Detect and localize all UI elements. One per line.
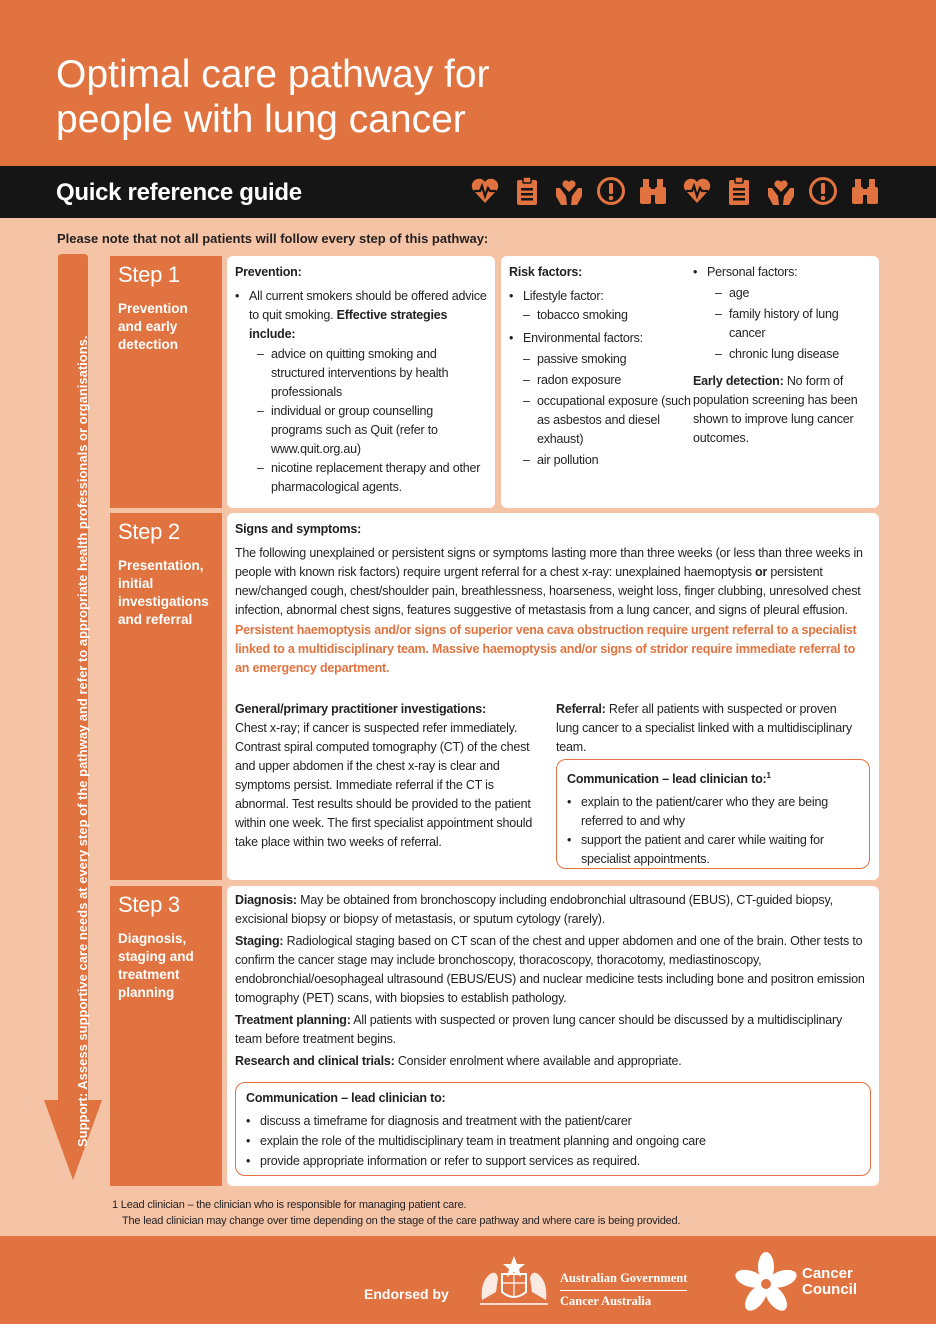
signs-text-part: The following unexplained or persistent signs or symptoms lasting more than three weeks (or less than three weeks in people with known risk factors) require urgent referral for a chest x-ray: unexplained haemoptysis (235, 546, 863, 579)
staging (235, 932, 871, 1008)
early-detection-heading: Early detection: (693, 374, 784, 388)
checklist-icon (514, 176, 540, 206)
research-text: Consider enrolment where available and appropriate. (394, 1054, 682, 1068)
list-item: – advice on quitting smoking and structured interventions by health professionals (257, 345, 487, 402)
step-1-prevention-panel (227, 256, 495, 508)
endorsed-by: Endorsed by (364, 1286, 449, 1302)
govt-line-2: Cancer Australia (560, 1294, 652, 1308)
step-2-number: Step 2 (118, 519, 180, 544)
gp-investigations (235, 700, 550, 852)
alert-icon (808, 176, 838, 206)
cancer-council-daisy-icon (730, 1246, 802, 1318)
personal-label: Personal factors: (707, 265, 798, 279)
staging-text: Radiological staging based on CT scan of the chest and upper abdomen and one of the brain. Other tests to confirm the cancer stage may include bronchoscopy, thoracoscopy, thoracotomy, mediastinoscopy, endobronchial/oesophageal ultrasound (EBUS/EUS) and nuclear medicine tests including bone and positron emission tomography (PET) scans, with biopsies to establish pathology. (235, 934, 865, 1005)
pathway-note: Please note that not all patients will follow every step of this pathway: (57, 231, 489, 246)
communication-heading (567, 766, 859, 789)
diagnosis (235, 891, 871, 929)
list-item: • discuss a timeframe for diagnosis and treatment with the patient/carer (246, 1111, 860, 1131)
list-item: – passive smoking (523, 350, 695, 369)
diagnosis-text: May be obtained from bronchoscopy including endobronchial ultrasound (EBUS), CT-guided biopsy, excisional biopsy or biopsy of metastasis, or sputum cytology (rarely). (235, 893, 833, 926)
research (235, 1052, 871, 1071)
list-item (509, 329, 695, 470)
step-2-subtitle-line: investigations (118, 594, 209, 609)
signs-heading: Signs and symptoms: (235, 522, 362, 536)
risk-list (509, 287, 695, 470)
subtitle-bar (0, 166, 936, 218)
cc-line-1: Cancer (802, 1265, 853, 1282)
referral-text: Refer all patients with suspected or proven lung cancer to a specialist linked with a multidisciplinary team. (556, 702, 852, 754)
footer (0, 1236, 936, 1324)
binoculars-icon (638, 176, 668, 206)
step-3-communication-box (235, 1082, 871, 1176)
step-1-subtitle-line: detection (118, 337, 179, 352)
list-item: – individual or group counselling programs such as Quit (refer to www.quit.org.au) (257, 402, 487, 459)
step-2-subtitle (118, 557, 214, 629)
signs-text-part: persistent new/changed cough, chest/shoulder pain, breathlessness, hoarseness, weight loss, finger clubbing, unresolved chest infection, abnormal chest signs, features suggestive of metastasis from a lung cancer, and signs of pleural effusion. (235, 565, 861, 617)
staging-heading: Staging: (235, 934, 284, 948)
list-item: – family history of lung cancer (715, 305, 873, 343)
communication-list (567, 793, 859, 869)
page-title (56, 52, 490, 142)
heartbeat-icon (470, 176, 500, 206)
australian-government-logo (560, 1268, 687, 1311)
icon-strip (470, 176, 890, 208)
treatment-heading: Treatment planning: (235, 1013, 351, 1027)
list-item: – age (715, 284, 873, 303)
prevention-bold: Effective strategies include: (249, 308, 448, 341)
cancer-council-wordmark (802, 1266, 857, 1298)
list-item: – chronic lung disease (715, 345, 873, 364)
header-banner (0, 0, 936, 166)
list-item: • support the patient and carer while waiting for specialist appointments. (567, 831, 859, 869)
coat-of-arms-icon (474, 1252, 554, 1312)
step-3-number: Step 3 (118, 892, 180, 917)
step-2-subtitle-line: and referral (118, 612, 193, 627)
prevention-text: All current smokers should be offered advice to quit smoking. (249, 289, 487, 322)
list-item: • provide appropriate information or refer to support services as required. (246, 1151, 860, 1171)
personal-sublist (707, 284, 873, 364)
step-1-number: Step 1 (118, 262, 180, 287)
step-3-subtitle-line: planning (118, 985, 175, 1000)
cc-line-2: Council (802, 1281, 857, 1298)
support-arrow-text: Support: Assess supportive care needs at every step of the pathway and refer to appropriate health professionals or organisations. (75, 335, 90, 1147)
heartbeat-icon (682, 176, 712, 206)
prevention-heading: Prevention: (235, 265, 302, 279)
communication-heading-text: Communication – lead clinician to: (567, 772, 767, 787)
list-item: – air pollution (523, 451, 695, 470)
list-item: – occupational exposure (such as asbestos and diesel exhaust) (523, 392, 695, 449)
gp-text: Chest x-ray; if cancer is suspected refer immediately. Contrast spiral computed tomography (CT) of the chest and upper abdomen if the chest x-ray is clear and symptoms persist. Immediate referral if the CT is abnormal. Test results should be provided to the patient within one week. The first specialist appointment should take place within two weeks of referral. (235, 721, 533, 849)
early-detection (693, 372, 873, 448)
list-item (509, 287, 695, 325)
step-2-subtitle-line: initial (118, 576, 154, 591)
step-1-subtitle (118, 300, 214, 354)
step-1-risk-panel (501, 256, 879, 508)
lifestyle-list (523, 306, 695, 325)
footnote (112, 1197, 680, 1229)
risk-factors-heading: Risk factors: (509, 265, 583, 279)
list-item: • explain to the patient/carer who they are being referred to and why (567, 793, 859, 831)
title-line-2: people with lung cancer (56, 98, 466, 141)
personal-factors-column (693, 263, 873, 448)
step-2-panel (227, 513, 879, 880)
step-3-subtitle (118, 930, 214, 1002)
step-3-subtitle-line: Diagnosis, (118, 931, 187, 946)
signs-or: or (755, 565, 768, 579)
footnote-line: 1 Lead clinician – the clinician who is responsible for managing patient care. (112, 1199, 467, 1211)
step-1-subtitle-line: Prevention (118, 301, 188, 316)
risk-factors-column (509, 263, 695, 470)
binoculars-icon (850, 176, 880, 206)
step-1-subtitle-line: and early (118, 319, 178, 334)
personal-list (693, 263, 873, 364)
hands-heart-icon (766, 176, 796, 206)
step-2-subtitle-line: Presentation, (118, 558, 204, 573)
gp-heading: General/primary practitioner investigations: (235, 702, 486, 716)
subtitle: Quick reference guide (56, 179, 302, 206)
list-item (693, 263, 873, 364)
step-2-communication-box (556, 759, 870, 869)
title-line-1: Optimal care pathway for (56, 53, 490, 96)
step-3-panel (227, 886, 879, 1186)
research-heading: Research and clinical trials: (235, 1054, 395, 1068)
signs-text (235, 544, 871, 620)
environmental-label: Environmental factors: (523, 331, 643, 345)
footnote-line: The lead clinician may change over time depending on the stage of the care pathway and where care is being provided. (122, 1215, 681, 1227)
list-item: – radon exposure (523, 371, 695, 390)
referral (556, 700, 856, 757)
govt-line-1: Australian Government (560, 1268, 687, 1291)
step-3-label (110, 886, 222, 1186)
list-item: • explain the role of the multidisciplinary team in treatment planning and ongoing care (246, 1131, 860, 1151)
prevention-list (235, 287, 487, 497)
checklist-icon (726, 176, 752, 206)
alert-icon (596, 176, 626, 206)
step-2-label (110, 513, 222, 880)
urgent-referral-text: Persistent haemoptysis and/or signs of superior vena cava obstruction require urgent referral to a specialist linked to a multidisciplinary team. Massive haemoptysis and/or signs of stridor require immediate referral to an emergency department. (235, 623, 857, 675)
treatment-text: All patients with suspected or proven lung cancer should be discussed by a multidisciplinary team before treatment begins. (235, 1013, 843, 1046)
strategy-list (249, 345, 487, 497)
step-3-subtitle-line: staging and (118, 949, 194, 964)
hands-heart-icon (554, 176, 584, 206)
list-item (235, 287, 487, 497)
step-3-subtitle-line: treatment (118, 967, 180, 982)
environmental-list (523, 350, 695, 470)
footnote-marker: 1 (766, 771, 771, 780)
early-detection-text: No form of population screening has been shown to improve lung cancer outcomes. (693, 374, 858, 445)
treatment-planning (235, 1011, 871, 1049)
communication-heading: Communication – lead clinician to: (246, 1091, 446, 1105)
list-item: – tobacco smoking (523, 306, 695, 325)
step-1-label (110, 256, 222, 508)
communication-list (246, 1111, 860, 1171)
list-item: – nicotine replacement therapy and other pharmacological agents. (257, 459, 487, 497)
referral-heading: Referral: (556, 702, 606, 716)
diagnosis-heading: Diagnosis: (235, 893, 297, 907)
lifestyle-label: Lifestyle factor: (523, 289, 604, 303)
